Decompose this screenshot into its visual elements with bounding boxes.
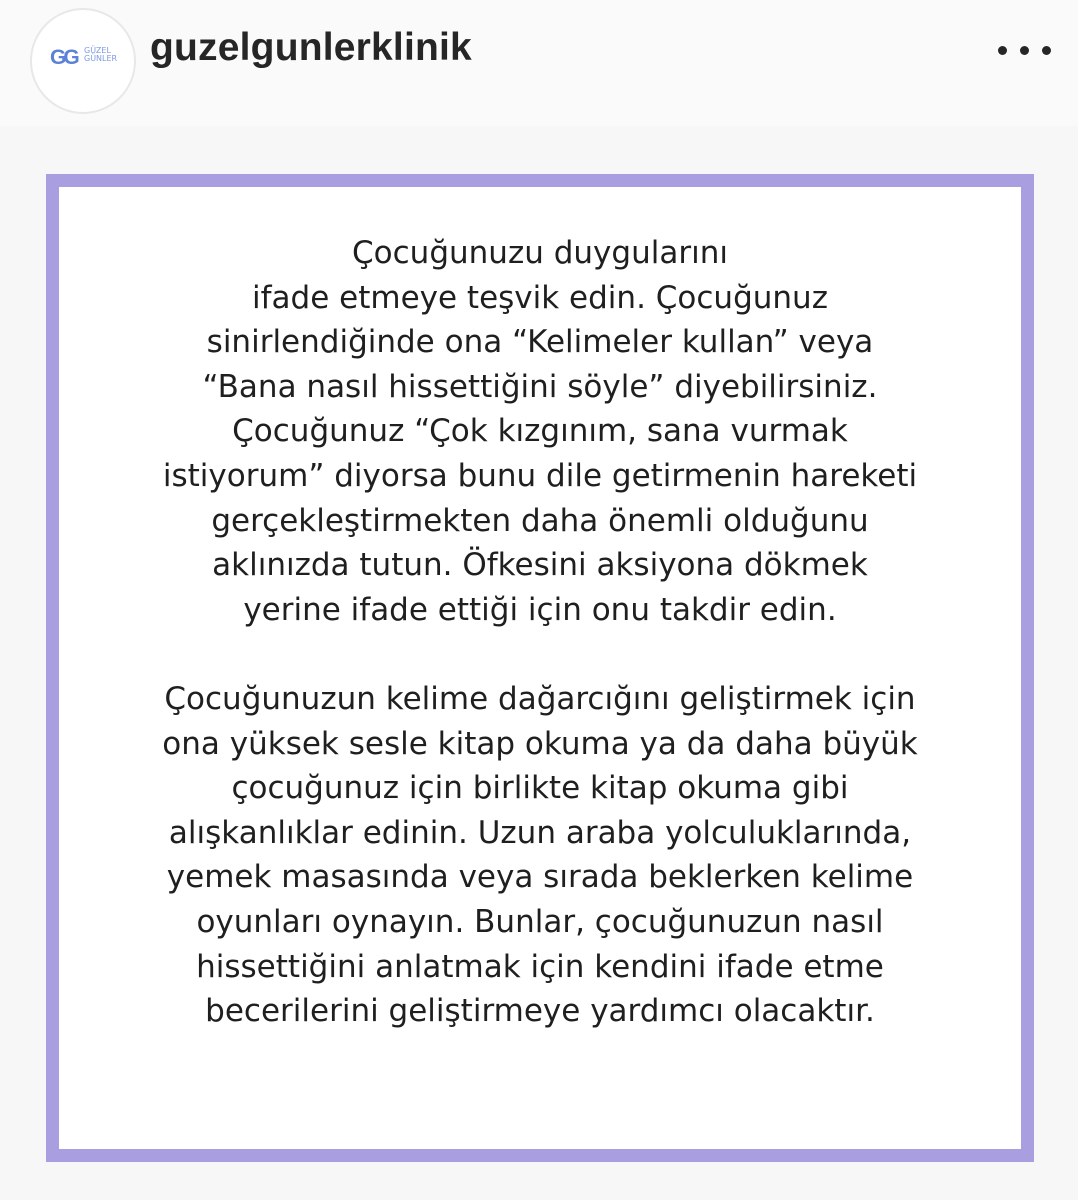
avatar-wordmark [84, 47, 124, 63]
quote-text [59, 231, 1021, 1034]
text-line: gerçekleştirmekten daha önemli olduğunu [211, 502, 869, 539]
paragraph-gap [59, 632, 1021, 677]
text-line: alışkanlıklar edinin. Uzun araba yolculuklarında, [168, 814, 912, 851]
quote-card [46, 174, 1034, 1162]
text-line: Çocuğunuzun kelime dağarcığını geliştirmek için [164, 680, 916, 717]
ellipsis-horizontal-icon[interactable] [998, 40, 1058, 60]
profile-avatar[interactable] [30, 8, 136, 114]
text-line: sinirlendiğinde ona “Kelimeler kullan” veya [206, 324, 874, 361]
text-line: ifade etmeye teşvik edin. Çocuğunuz [252, 279, 828, 316]
text-line: oyunları oynayın. Bunlar, çocuğunuzun nasıl [196, 903, 884, 940]
text-line: çocuğunuz için birlikte kitap okuma gibi [231, 770, 849, 807]
avatar-word-bottom: GÜNLER [84, 54, 118, 63]
username-link[interactable]: guzelgunlerklinik [150, 26, 472, 69]
text-line: “Bana nasıl hissettiğini söyle” diyebilirsiniz. [202, 368, 878, 405]
text-line: becerilerini geliştirmeye yardımcı olacaktır. [205, 993, 875, 1030]
avatar-word-top: GÜZEL [84, 46, 111, 55]
text-line: yemek masasında veya sırada beklerken kelime [166, 859, 914, 896]
text-line: Çocuğunuz “Çok kızgınım, sana vurmak [232, 413, 848, 450]
post-image [0, 126, 1078, 1200]
post-header [0, 0, 1078, 127]
text-line: hissettiğini anlatmak için kendini ifade etme [196, 948, 884, 985]
text-line: istiyorum” diyorsa bunu dile getirmenin hareketi [162, 457, 918, 494]
text-line: ona yüksek sesle kitap okuma ya da daha büyük [162, 725, 918, 762]
text-line: aklınızda tutun. Öfkesini aksiyona dökmek [212, 547, 868, 584]
avatar-monogram: GG [50, 46, 77, 69]
text-line: Çocuğunuzu duygularını [352, 235, 728, 271]
text-line: yerine ifade ettiği için onu takdir edin. [243, 591, 837, 628]
